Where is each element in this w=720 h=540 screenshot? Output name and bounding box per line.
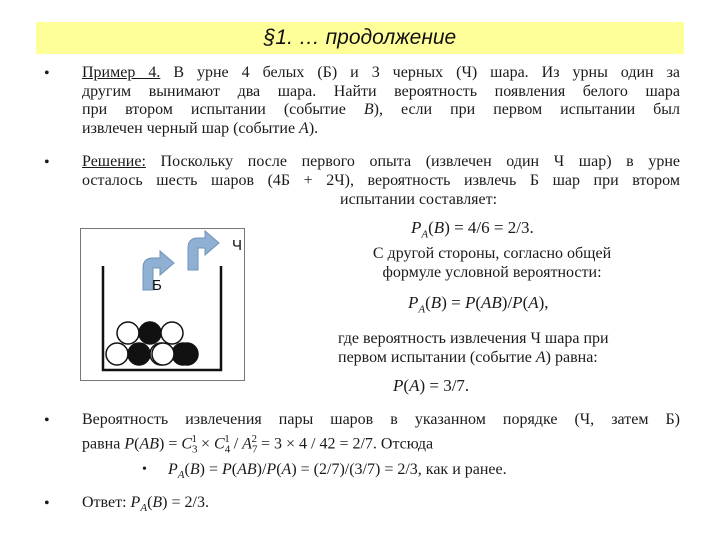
formula-3: P(A) = 3/7. [393, 376, 470, 395]
ball-black [128, 343, 150, 365]
bullet [44, 64, 50, 83]
label-white: Б [152, 277, 162, 294]
where-line-1: где вероятность извлечения Ч шара при [338, 330, 609, 347]
urn-diagram [80, 228, 246, 382]
example-line-4: извлечен черный шар (событие А). [82, 119, 319, 137]
sub-bullet: • [142, 462, 147, 477]
formula-2: $P_A(B) = P(AB)/P(A)$, [408, 293, 549, 316]
ball-white [161, 322, 183, 344]
example-label: Пример 4. [82, 64, 161, 81]
ball-black [176, 343, 198, 365]
solution-block [82, 153, 680, 190]
example-line-1: Пример 4. В урне 4 белых (Б) и 3 черных (Ч) шара. Из урны один за [82, 64, 681, 81]
ball-white [106, 343, 128, 365]
pair-line-2: равна $P(AB) = C_3^1 \times C_4^1 / A_7^2 = 3 \times 4 / 42 = 2/7$. Отсюда [82, 432, 434, 456]
example-line-3: при втором испытании (событие В), если при первом испытании был [82, 101, 681, 118]
other-side-line-1: С другой стороны, согласно общей [372, 245, 612, 262]
pair-sub-line: $P_A(B) = P(AB)/P(A) = (2/7)/(3/7) = 2/3$, как и ранее. [168, 461, 507, 482]
bullet [44, 494, 50, 513]
pair-line-1: Вероятность извлечения пары шаров в указанном порядке (Ч, затем Б) [82, 411, 680, 428]
example-line-2: другим вынимают два шара. Найти вероятность появления белого шара [82, 82, 680, 100]
other-side-line-2: формуле условной вероятности: [382, 263, 602, 281]
answer: Ответ: $P_A(B) = 2/3$. [82, 494, 209, 515]
bullet [44, 411, 50, 430]
solution-line-1: Решение: Поскольку после первого опыта (извлечен один Ч шар) в урне [82, 153, 681, 170]
page-title: §1. … продолжение [263, 26, 457, 49]
ball-black [139, 322, 161, 344]
example-block [82, 64, 680, 138]
where-block [338, 330, 678, 367]
solution-label: Решение: [82, 153, 146, 170]
title-bar [36, 22, 684, 54]
label-black: Ч [232, 237, 242, 254]
formula-1: $P_A(B) = 4/6 = 2/3$. [411, 218, 534, 241]
ball-white [117, 322, 139, 344]
bullet [44, 153, 50, 172]
where-line-2: первом испытании (событие А) равна: [338, 348, 598, 366]
pair-block [82, 411, 680, 459]
ball-white [152, 343, 174, 365]
solution-line-2: осталось шесть шаров (4Б + 2Ч), вероятность извлечь Б шар при втором [82, 171, 680, 189]
other-side-block [342, 245, 642, 282]
solution-line-3: испытании составляет: [340, 191, 498, 208]
